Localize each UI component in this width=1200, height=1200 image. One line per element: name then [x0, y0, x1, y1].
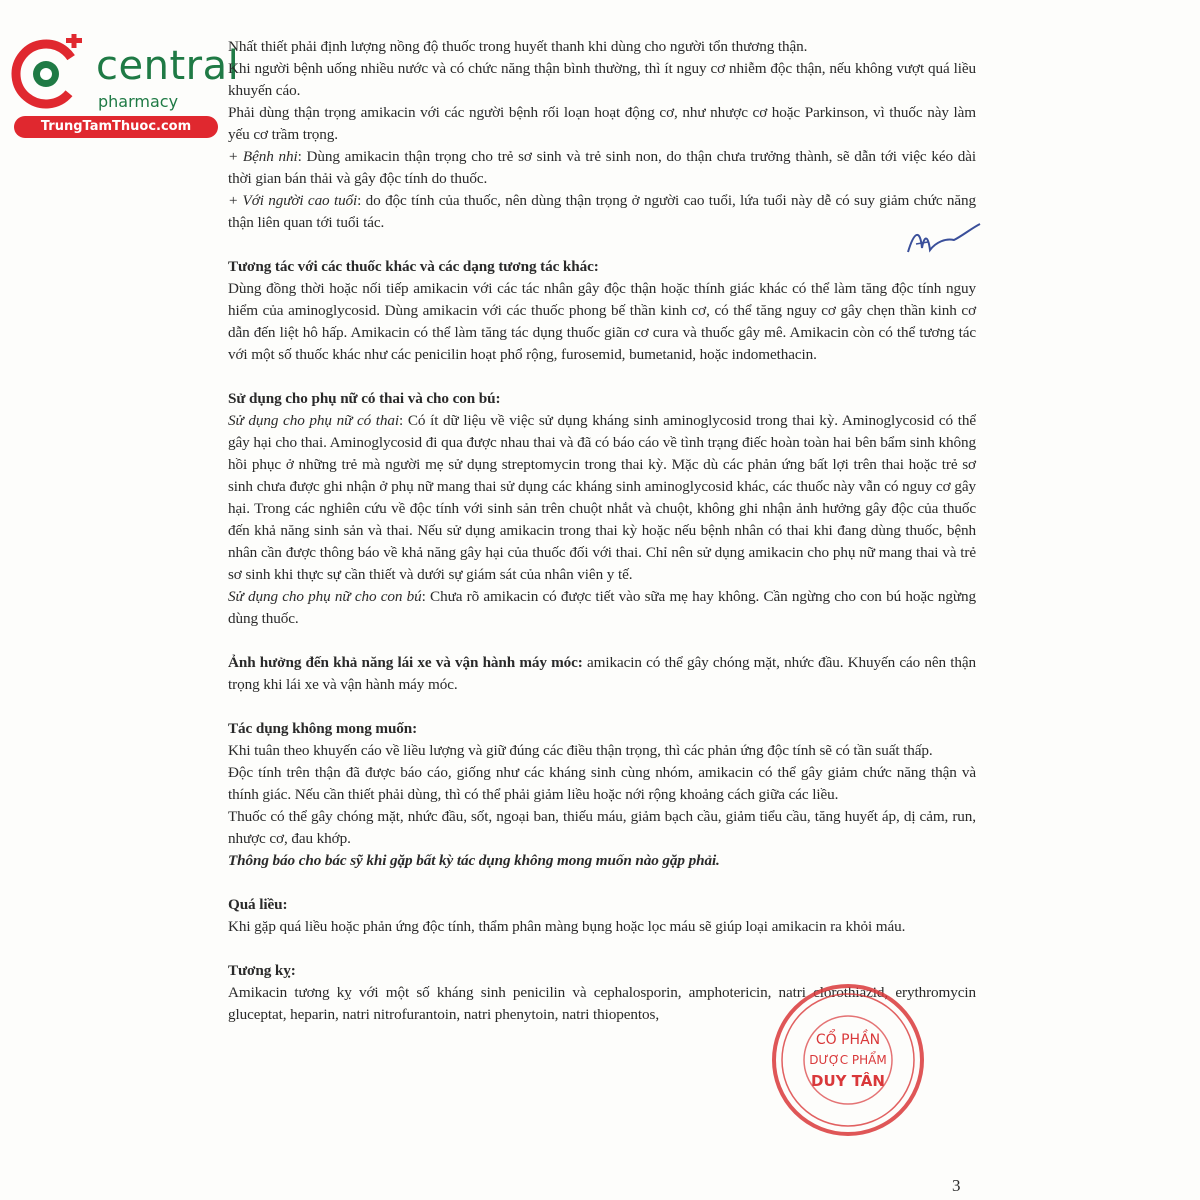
stamp-line-2: DƯỢC PHẨM — [809, 1053, 887, 1067]
pharmacy-logo-icon — [8, 34, 88, 114]
elderly-text: : do độc tính của thuốc, nên dùng thận trọng ở người cao tuổi, lứa tuổi này dễ có suy giảm chức năng thận liên quan tới tuổi tác. — [228, 192, 976, 231]
adverse-heading: Tác dụng không mong muốn: — [228, 720, 418, 737]
adverse-notice: Thông báo cho bác sỹ khi gặp bất kỳ tác dụng không mong muốn nào gặp phải. — [228, 852, 720, 869]
adverse-para-2: Độc tính trên thận đã được báo cáo, giống như các kháng sinh cùng nhóm, amikacin có thể gây giảm chức năng thận và thính giác. Nếu cần thiết phải dùng, thì có thể phải giảm liều hoặc nới rộng khoảng cách giữa các liều. — [228, 764, 976, 803]
central-pharmacy-logo[interactable] — [8, 34, 240, 134]
intro-para-2: Khi người bệnh uống nhiều nước và có chức năng thận bình thường, thì ít nguy cơ nhiễm độc thận, nếu không vượt quá liều khuyến cáo. — [228, 60, 976, 99]
pregnancy-para-1 — [228, 410, 976, 586]
signature-icon — [902, 222, 982, 262]
leaflet-text — [228, 36, 976, 1026]
overdose-heading: Quá liều: — [228, 896, 288, 913]
intro-para-5 — [228, 190, 976, 234]
driving-text: amikacin có thể gây chóng mặt, nhức đầu. Khuyến cáo nên thận trọng khi lái xe và vận hành máy móc. — [228, 654, 976, 693]
site-url-badge[interactable]: TrungTamThuoc.com — [14, 116, 218, 138]
overdose-text: Khi gặp quá liều hoặc phản ứng độc tính, thẩm phân màng bụng hoặc lọc máu sẽ giúp loại amikacin ra khỏi máu. — [228, 918, 906, 935]
pediatric-label: + Bệnh nhi — [228, 148, 298, 165]
brand-sub: pharmacy — [98, 92, 179, 111]
intro-para-3: Phải dùng thận trọng amikacin với các người bệnh rối loạn hoạt động cơ, như nhược cơ hoặc Parkinson, vì thuốc này làm yếu cơ trầm trọng. — [228, 104, 976, 143]
driving-para — [228, 652, 976, 696]
incompatibility-heading: Tương kỵ: — [228, 962, 296, 979]
page-number: 3 — [952, 1176, 961, 1195]
pregnancy-para-2 — [228, 586, 976, 630]
interactions-text: Dùng đồng thời hoặc nối tiếp amikacin với các tác nhân gây độc thận hoặc thính giác khác có thể làm tăng độc tính nguy hiểm của aminoglycosid. Dùng amikacin với các thuốc phong bế thần kinh cơ, có thể tăng nguy cơ gây chẹn thần kinh cơ dẫn đến liệt hô hấp. Amikacin có thể làm tăng tác dụng thuốc giãn cơ cura và thuốc gây mê. Amikacin còn có thể tương tác với một số thuốc khác như các penicilin hoạt phổ rộng, furosemid, bumetanid, hoặc indomethacin. — [228, 280, 976, 363]
pregnancy-label: Sử dụng cho phụ nữ có thai — [228, 412, 400, 429]
stamp-line-3: DUY TÂN — [811, 1072, 885, 1090]
driving-heading: Ảnh hưởng đến khả năng lái xe và vận hành máy móc: — [228, 654, 583, 671]
elderly-label: + Với người cao tuổi — [228, 192, 358, 209]
lactation-label: Sử dụng cho phụ nữ cho con bú — [228, 588, 422, 605]
lactation-text: : Chưa rõ amikacin có được tiết vào sữa mẹ hay không. Cần ngừng cho con bú hoặc ngừng dùng thuốc. — [228, 588, 977, 627]
brand-name: central — [96, 43, 240, 89]
adverse-para-1: Khi tuân theo khuyến cáo về liều lượng và giữ đúng các điều thận trọng, thì các phản ứng độc tính sẽ có tần suất thấp. — [228, 742, 933, 759]
interactions-heading: Tương tác với các thuốc khác và các dạng tương tác khác: — [228, 258, 599, 275]
intro-para-4 — [228, 146, 976, 190]
pregnancy-text: : Có ít dữ liệu về việc sử dụng kháng sinh aminoglycosid trong thai kỳ. Aminoglycosid có thể gây hại cho thai. Aminoglycosid đi qua được nhau thai và đã có báo cáo về tình trạng điếc hoàn toàn hai bên bẩm sinh không hồi phục ở những trẻ mà người mẹ sử dụng streptomycin trong thai kỳ. Mặc dù các phản ứng bất lợi trên thai hoặc trẻ sơ sinh chưa được ghi nhận ở phụ nữ mang thai sử dụng các kháng sinh aminoglycosid khác, các thuốc này vẫn có nguy cơ gây hại. Trong các nghiên cứu về độc tính với sinh sản trên chuột nhắt và chuột, không ghi nhận ảnh hưởng gây độc của thuốc đến khả năng sinh sản và thai. Nếu sử dụng amikacin trong thai kỳ hoặc nếu bệnh nhân có thai khi đang dùng thuốc, bệnh nhân cần được thông báo về khả năng gây hại của thuốc đối với thai. Chỉ nên sử dụng amikacin cho phụ nữ mang thai và trẻ sơ sinh khi thực sự cần thiết và dưới sự giám sát của nhân viên y tế. — [228, 412, 977, 583]
adverse-para-3: Thuốc có thể gây chóng mặt, nhức đầu, sốt, ngoại ban, thiếu máu, giảm bạch cầu, giảm tiểu cầu, tăng huyết áp, dị cảm, run, nhược cơ, đau khớp. — [228, 808, 976, 847]
pregnancy-heading: Sử dụng cho phụ nữ có thai và cho con bú: — [228, 390, 501, 407]
intro-para-1: Nhất thiết phải định lượng nồng độ thuốc trong huyết thanh khi dùng cho người tổn thương thận. — [228, 38, 808, 55]
stamp-line-1: CỔ PHẦN — [815, 1032, 881, 1048]
incompatibility-text: Amikacin tương kỵ với một số kháng sinh penicilin và cephalosporin, amphotericin, natri clorothiazid, erythromycin gluceptat, heparin, natri nitrofurantoin, natri phenytoin, natri thiopentos, — [228, 984, 976, 1023]
company-stamp-icon — [768, 980, 928, 1140]
pediatric-text: : Dùng amikacin thận trọng cho trẻ sơ sinh và trẻ sinh non, do thận chưa trưởng thành, sẽ dẫn tới việc kéo dài thời gian bán thải và gây độc tính do thuốc. — [228, 148, 976, 187]
